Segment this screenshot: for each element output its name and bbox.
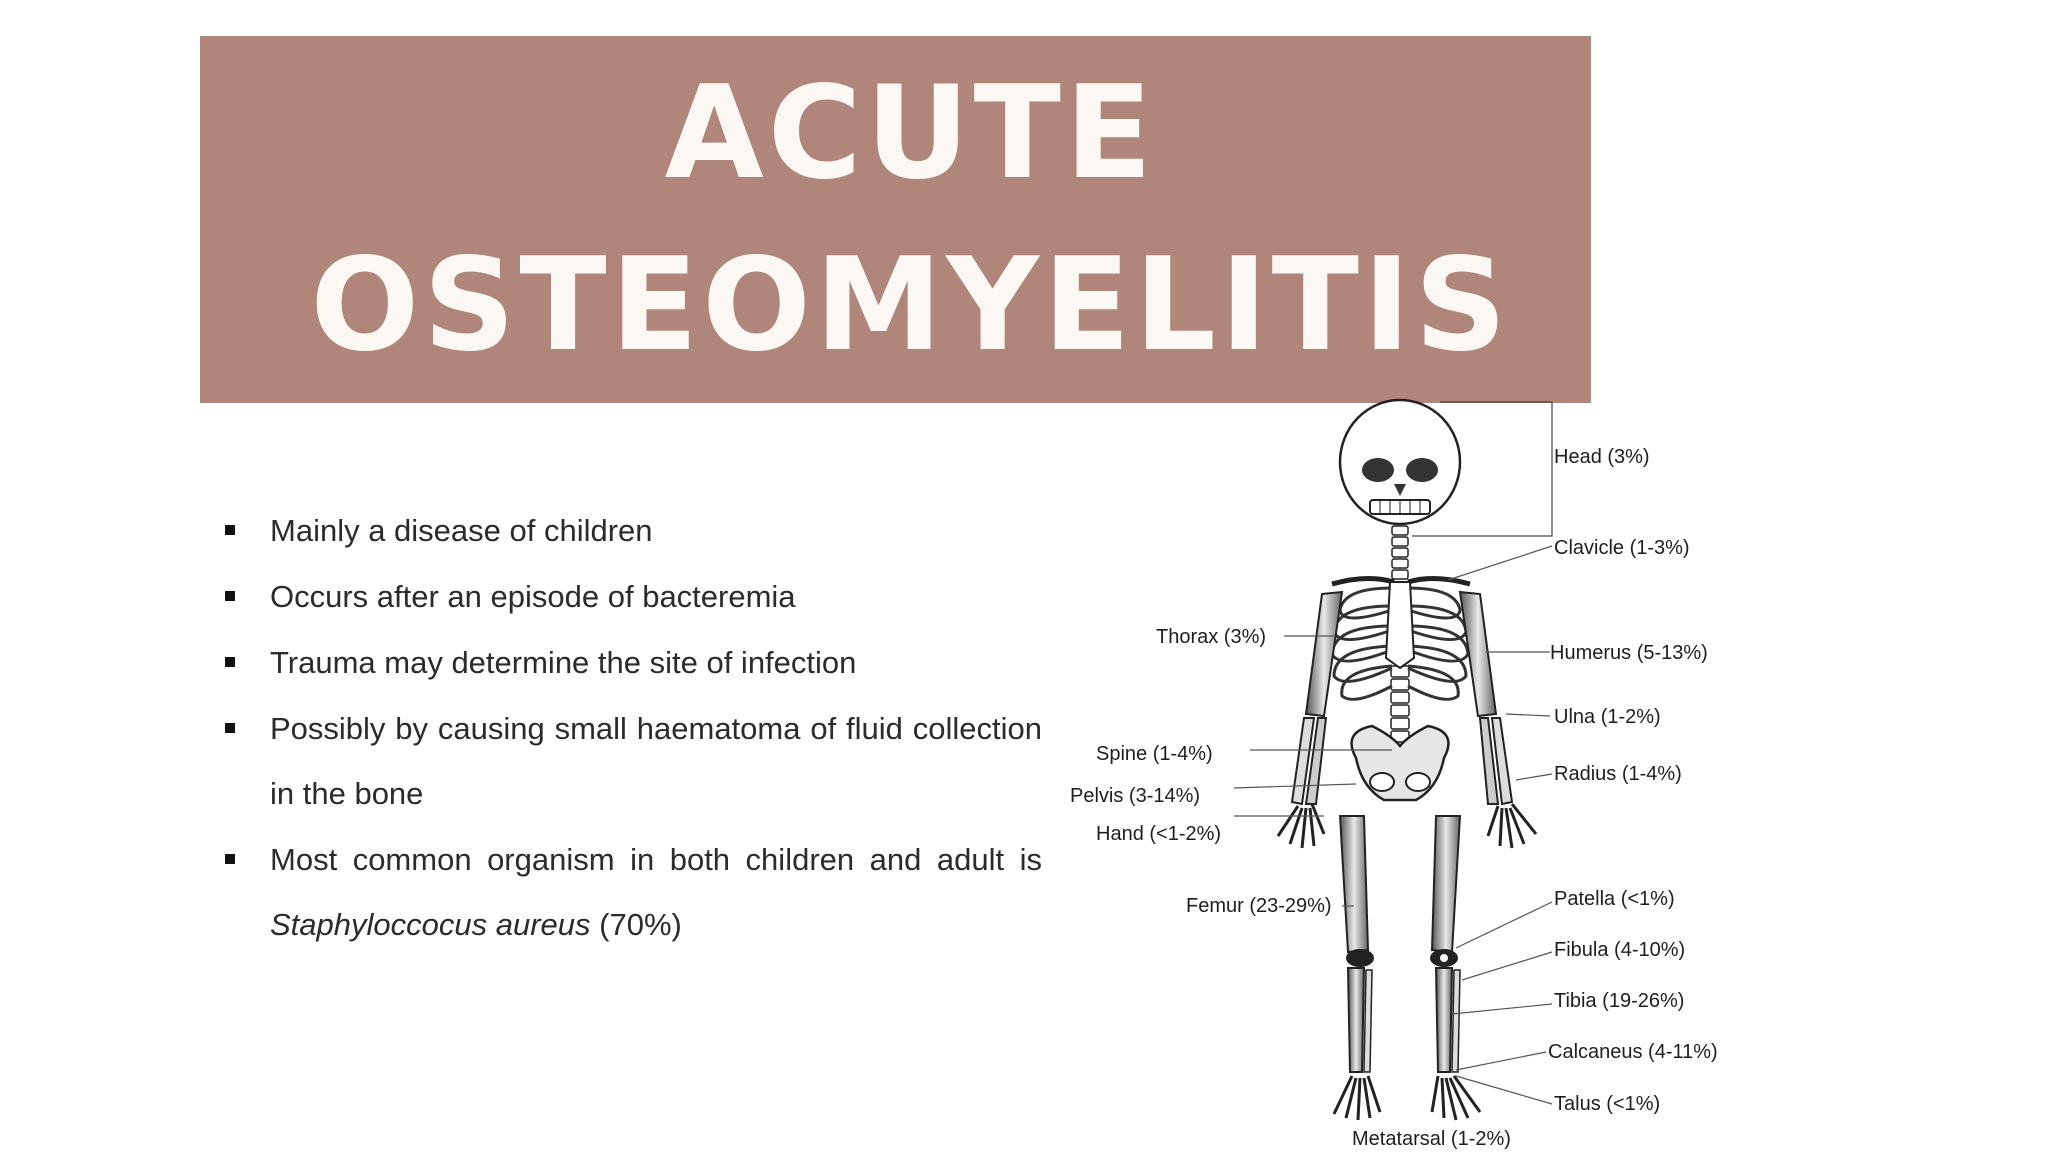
bullet-text: Mainly a disease of children [270,513,653,548]
bullet-item [222,630,1042,695]
bullet-text-percent: (70%) [590,907,682,942]
label-ulna: Ulna (1-2%) [1554,706,1661,728]
label-tibia: Tibia (19-26%) [1554,990,1685,1012]
label-radius: Radius (1-4%) [1554,763,1682,785]
skeleton-figure [1072,396,1772,1152]
label-pelvis: Pelvis (3-14%) [1070,785,1201,807]
label-fibula: Fibula (4-10%) [1554,939,1686,961]
bullet-square-icon [225,525,235,535]
label-spine: Spine (1-4%) [1096,743,1213,765]
bullet-text: Occurs after an episode of bacteremia [270,579,796,614]
bullet-square-icon [225,854,235,864]
bullet-item [222,498,1042,563]
title-line-1: ACUTE [664,58,1157,208]
bullet-square-icon [225,657,235,667]
label-hand: Hand (<1-2%) [1096,823,1222,845]
bullet-square-icon [225,723,235,733]
label-talus: Talus (<1%) [1554,1093,1661,1115]
bullet-text: Possibly by causing small haematoma of fluid collection in the bone [270,711,1042,811]
bullet-text: Most common organism in both children and adult is [270,842,1042,877]
label-head: Head (3%) [1554,446,1650,468]
organism-name: Staphyloccocus aureus [270,907,591,942]
bullet-item [222,827,1042,957]
title-banner [200,36,1591,403]
bullet-list [222,498,1042,958]
bullet-item [222,696,1042,826]
label-patella: Patella (<1%) [1554,888,1675,910]
label-thorax: Thorax (3%) [1156,626,1267,648]
label-clavicle: Clavicle (1-3%) [1554,537,1690,559]
label-calcaneus: Calcaneus (4-11%) [1548,1041,1718,1063]
bullet-square-icon [225,591,235,601]
title-line-2: OSTEOMYELITIS [310,230,1511,380]
bullet-item [222,564,1042,629]
label-metatarsal: Metatarsal (1-2%) [1352,1128,1511,1150]
label-humerus: Humerus (5-13%) [1550,642,1708,664]
label-femur: Femur (23-29%) [1186,895,1332,917]
bullet-text: Trauma may determine the site of infection [270,645,857,680]
